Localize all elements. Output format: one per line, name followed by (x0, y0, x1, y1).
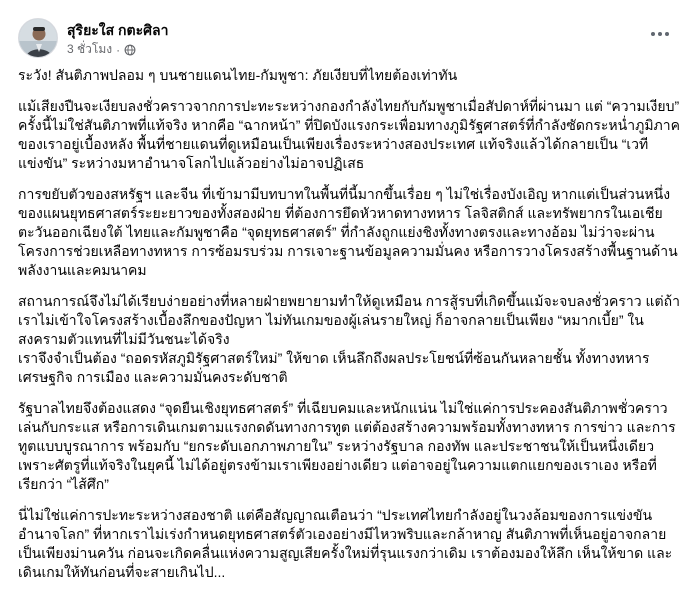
avatar[interactable] (18, 18, 58, 58)
more-horizontal-icon[interactable] (646, 24, 674, 44)
profile-photo-icon (19, 19, 58, 58)
post-paragraph: การขยับตัวของสหรัฐฯ และจีน ที่เข้ามามีบทบาทในพื้นที่นี้มากขึ้นเรื่อย ๆ ไม่ใช่เรื่องบังเอิญ หากแต่เป็นส่วนหนึ่งของแผนยุทธศาสตร์ระยะยาวของทั้งสองฝ่าย ที่ต้องการยึดหัวหาดทางทหาร โลจิสติกส์ และทรัพยากรในเอเชียตะวันออกเฉียงใต้ ไทยและกัมพูชาคือ “จุดยุทธศาสตร์” ที่กำลังถูกแย่งชิงทั้งทางตรงและทางอ้อม ไม่ว่าจะผ่านโครงการช่วยเหลือทางทหาร การซ้อมรบร่วม การเจาะฐานข้อมูลความมั่นคง หรือการวางโครงสร้างพื้นฐานด้านพลังงานและคมนาคม (18, 186, 678, 278)
globe-icon (124, 44, 136, 56)
post-paragraph: นี่ไม่ใช่แค่การปะทะระหว่างสองชาติ แต่คือสัญญาณเตือนว่า “ประเทศไทยกำลังอยู่ในวงล้อมของการแข่งขันอำนาจโลก” ที่หากเราไม่เร่งกำหนดยุทธศาสตร์ตัวเองอย่างมีไหวพริบและกล้าหาญ สันติภาพที่เห็นอยู่อาจกลายเป็นเพียงม่านควัน ก่อนจะเกิดคลื่นแห่งความสูญเสียครั้งใหม่ที่รุนแรงกว่าเดิม เราต้องมองให้ลึก เห็นให้ขาด และเดินเกมให้ทันก่อนที่จะสายเกินไป... (18, 507, 673, 580)
meta-separator: · (116, 42, 121, 57)
post-paragraph: สถานการณ์จึงไม่ได้เรียบง่ายอย่างที่หลายฝ่ายพยายามทำให้ดูเหมือน การสู้รบที่เกิดขึ้นแม้จะจบลงชั่วคราว แต่ถ้าเราไม่เข้าใจโครงสร้างเบื้องลึกของปัญหา ไม่ทันเกมของผู้เล่นรายใหญ่ ก็อาจกลายเป็นเพียง “หมากเบี้ย” ในสงครามตัวแทนที่ไม่มีวันชนะได้จริง เราจึงจำเป็นต้อง “ถอดรหัสภูมิรัฐศาสตร์ใหม่” ให้ขาด เห็นลึกถึงผลประโยชน์ที่ซ้อนกันหลายชั้น ทั้งทางทหาร เศรษฐกิจ การเมือง และความมั่นคงระดับชาติ (18, 293, 680, 385)
post-meta (67, 40, 136, 59)
post-paragraph: รัฐบาลไทยจึงต้องแสดง “จุดยืนเชิงยุทธศาสตร์” ที่เฉียบคมและหนักแน่น ไม่ใช่แค่การประคองสันติภาพชั่วคราว เล่นกับกระแส หรือการเดินเกมตามแรงกดดันทางการทูต แต่ต้องสร้างความพร้อมทั้งทางทหาร การข่าว และการทูตแบบบูรณาการ พร้อมกับ “ยกระดับเอกภาพภายใน” ระหว่างรัฐบาล กองทัพ และประชาชนให้เป็นหนึ่งเดียว เพราะศัตรูที่แท้จริงในยุคนี้ ไม่ได้อยู่ตรงข้ามเราเพียงอย่างเดียว แต่อาจอยู่ในความแตกแยกของเราเอง หรือที่เรียกว่า “ไส้ศึก” (18, 400, 676, 492)
post-header (0, 0, 700, 60)
post-timestamp[interactable]: 3 ชั่วโมง (67, 42, 113, 56)
post-body (18, 66, 682, 594)
author-name[interactable]: สุริยะใส กตะศิลา (67, 22, 169, 38)
post-paragraph: แม้เสียงปืนจะเงียบลงชั่วคราวจากการปะทะระหว่างกองกำลังไทยกับกัมพูชาเมื่อสัปดาห์ที่ผ่านมา แต่ “ความเงียบ” ครั้งนี้ไม่ใช่สันติภาพที่แท้จริง หากคือ “ฉากหน้า” ที่ปิดบังแรงกระเพื่อมทางภูมิรัฐศาสตร์ที่กำลังซัดกระหน่ำภูมิภาคของเราอยู่เบื้องหลัง พื้นที่ชายแดนที่ดูเหมือนเป็นเพียงเรื่องระหว่างสองประเทศ แท้จริงแล้วได้กลายเป็น “เวทีแข่งขัน” ระหว่างมหาอำนาจโลกไปแล้วอย่างไม่อาจปฏิเสธ (18, 98, 680, 171)
post-headline: ระวัง! สันติภาพปลอม ๆ บนชายแดนไทย-กัมพูชา: ภัยเงียบที่ไทยต้องเท่าทัน (18, 67, 458, 83)
